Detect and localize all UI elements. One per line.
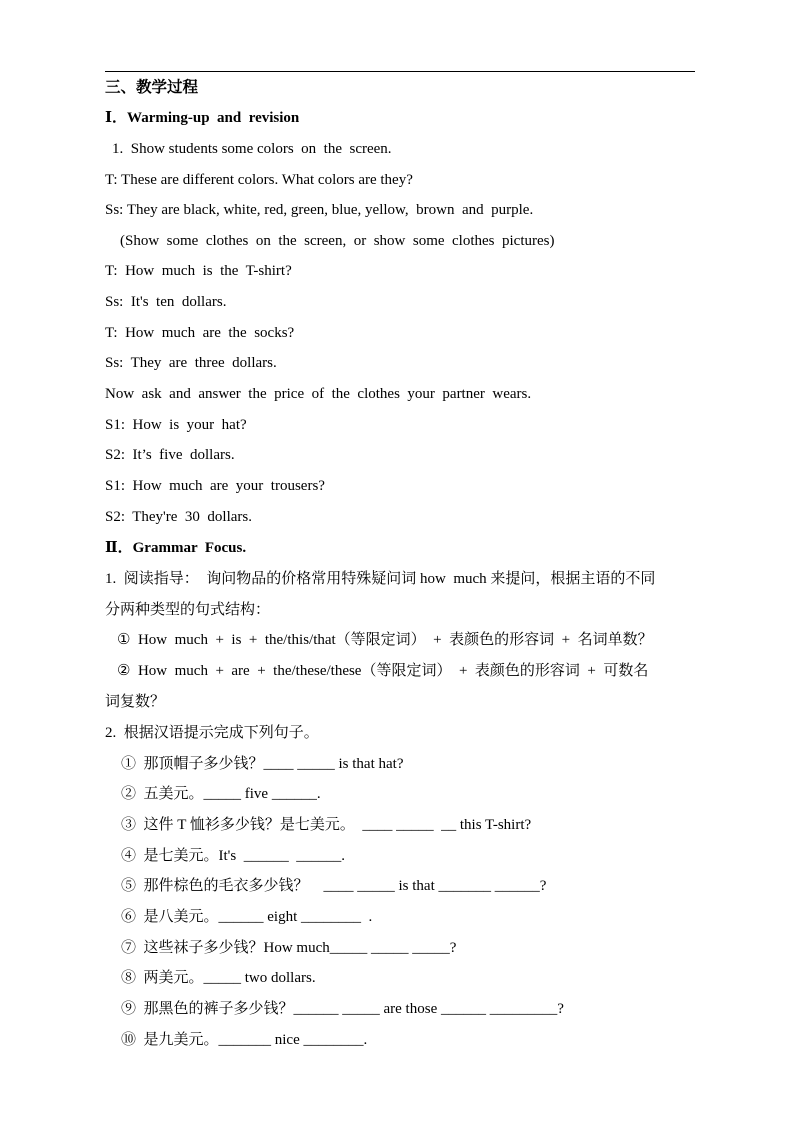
grammar-guide-line-1: 1. 阅读指导： 询问物品的价格常用特殊疑问词 how much 来提问，根据主语的不同 [105,571,656,587]
warmup-line-2: T: These are different colors. What colors are they? [105,172,413,188]
header-rule [105,71,695,72]
warmup-line-3: Ss: They are black, white, red, green, blue, yellow, brown and purple. [105,202,534,218]
grammar-title: Ⅱ．Grammar Focus. [105,540,247,556]
grammar-pattern-2: ② How much + are + the/these/these（等限定词） + 表颜色的形容词 + 可数名 [117,663,649,679]
warmup-line-13: S2: They're 30 dollars. [105,509,252,525]
warmup-line-6: Ss: It's ten dollars. [105,294,227,310]
exercise-item: ⑦ 这些袜子多少钱？How much_____ _____ _____? [121,940,457,956]
exercise-item: ⑤ 那件棕色的毛衣多少钱？ ____ _____ is that _______ ______? [121,878,547,894]
exercise-item: ③ 这件 T 恤衫多少钱？是七美元。 ____ _____ __ this T-shirt? [121,817,532,833]
warmup-line-9: Now ask and answer the price of the clothes your partner wears. [105,386,532,402]
exercise-item: ① 那顶帽子多少钱？____ _____ is that hat? [121,756,404,772]
exercise-item: ② 五美元。_____ five ______. [121,786,321,802]
exercise-item: ⑥ 是八美元。______ eight ________ . [121,909,373,925]
warmup-line-7: T: How much are the socks? [105,325,295,341]
warmup-line-11: S2: It’s five dollars. [105,447,235,463]
exercise-item: ⑧ 两美元。_____ two dollars. [121,970,316,986]
grammar-guide-line-2: 分两种类型的句式结构： [105,602,271,618]
grammar-pattern-1: ① How much + is + the/this/that（等限定词） + 表颜色的形容词 + 名词单数？ [117,632,653,648]
exercise-title: 2. 根据汉语提示完成下列句子。 [105,725,319,741]
exercise-item: ⑩ 是九美元。_______ nice ________. [121,1032,368,1048]
warmup-line-4: (Show some clothes on the screen, or show some clothes pictures) [120,233,555,249]
warmup-line-12: S1: How much are your trousers? [105,478,325,494]
warmup-line-5: T: How much is the T-shirt? [105,263,292,279]
warmup-line-10: S1: How is your hat? [105,417,247,433]
exercise-item: ⑨ 那黑色的裤子多少钱？______ _____ are those ______ _________? [121,1001,564,1017]
warmup-title: Ⅰ．Warming-up and revision [105,110,300,126]
section-heading: 三、教学过程 [105,79,199,96]
warmup-line-1: 1. Show students some colors on the screen. [112,141,392,157]
warmup-line-8: Ss: They are three dollars. [105,355,277,371]
exercise-item: ④ 是七美元。It's ______ ______. [121,848,345,864]
grammar-pattern-2-cont: 词复数？ [105,694,166,710]
